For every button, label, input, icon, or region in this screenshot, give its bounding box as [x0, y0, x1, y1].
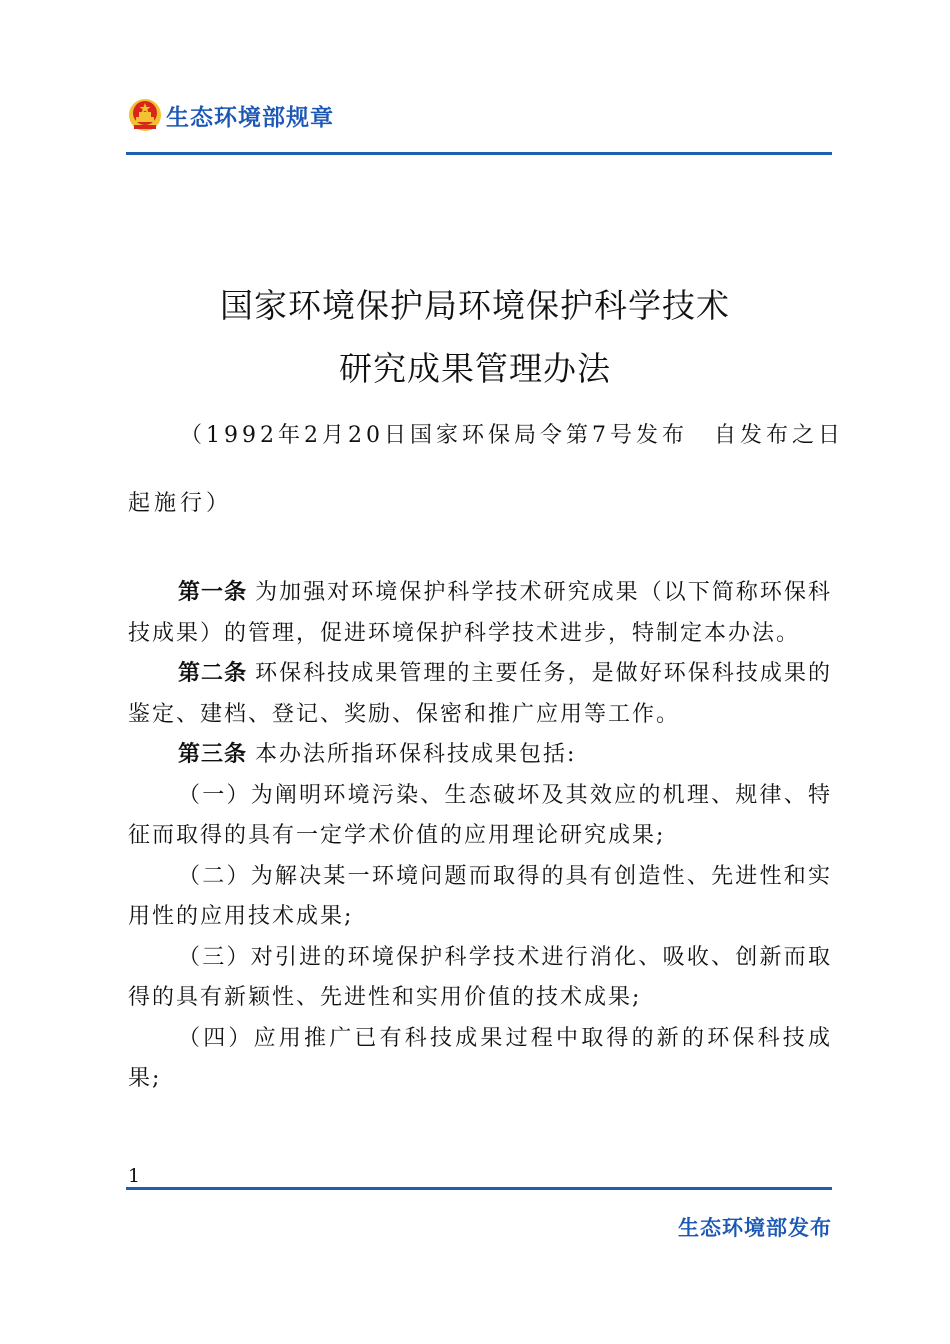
- article-1: [128, 573, 832, 654]
- article-label: 第二条: [178, 661, 248, 686]
- document-title-line-2: 研究成果管理办法: [339, 349, 611, 388]
- list-item: [128, 1019, 832, 1100]
- header-title: 生态环境部规章: [166, 104, 334, 131]
- page-number: 1: [128, 1165, 141, 1187]
- list-item: [128, 857, 832, 938]
- list-item-text: （三）对引进的环境保护科学技术进行消化、吸收、创新而取得的具有新颖性、先进性和实用价值的技术成果;: [128, 944, 832, 1010]
- page-header: [128, 98, 334, 132]
- article-text: 为加强对环境保护科学技术研究成果（以下简称环保科技成果）的管理，促进环境保护科学技术进步，特制定本办法。: [128, 580, 832, 646]
- header-divider: [126, 152, 832, 155]
- article-label: 第一条: [178, 580, 248, 605]
- article-text: 环保科技成果管理的主要任务，是做好环保科技成果的鉴定、建档、登记、奖励、保密和推广应用等工作。: [128, 661, 832, 727]
- article-text: 本办法所指环保科技成果包括:: [255, 742, 577, 767]
- document-body: [128, 573, 832, 1100]
- list-item-text: （四）应用推广已有科技成果过程中取得的新的环保科技成果;: [128, 1025, 832, 1091]
- list-item-text: （一）为阐明环境污染、生态破坏及其效应的机理、规律、特征而取得的具有一定学术价值的应用理论研究成果;: [128, 782, 832, 848]
- footer-divider: [126, 1187, 832, 1190]
- list-item-text: （二）为解决某一环境问题而取得的具有创造性、先进性和实用性的应用技术成果;: [128, 863, 832, 929]
- article-label: 第三条: [178, 742, 248, 767]
- document-title-line-1: 国家环境保护局环境保护科学技术: [220, 286, 730, 325]
- national-emblem-icon: [128, 98, 162, 132]
- article-3: [128, 735, 832, 776]
- list-item: [128, 776, 832, 857]
- list-item: [128, 938, 832, 1019]
- footer-publisher: 生态环境部发布: [678, 1216, 832, 1240]
- issuance-note-line-2: 起施行）: [128, 491, 233, 516]
- issuance-note-line-1: （1992年2月20日国家环保局令第7号发布 自发布之日: [180, 423, 844, 448]
- article-2: [128, 654, 832, 735]
